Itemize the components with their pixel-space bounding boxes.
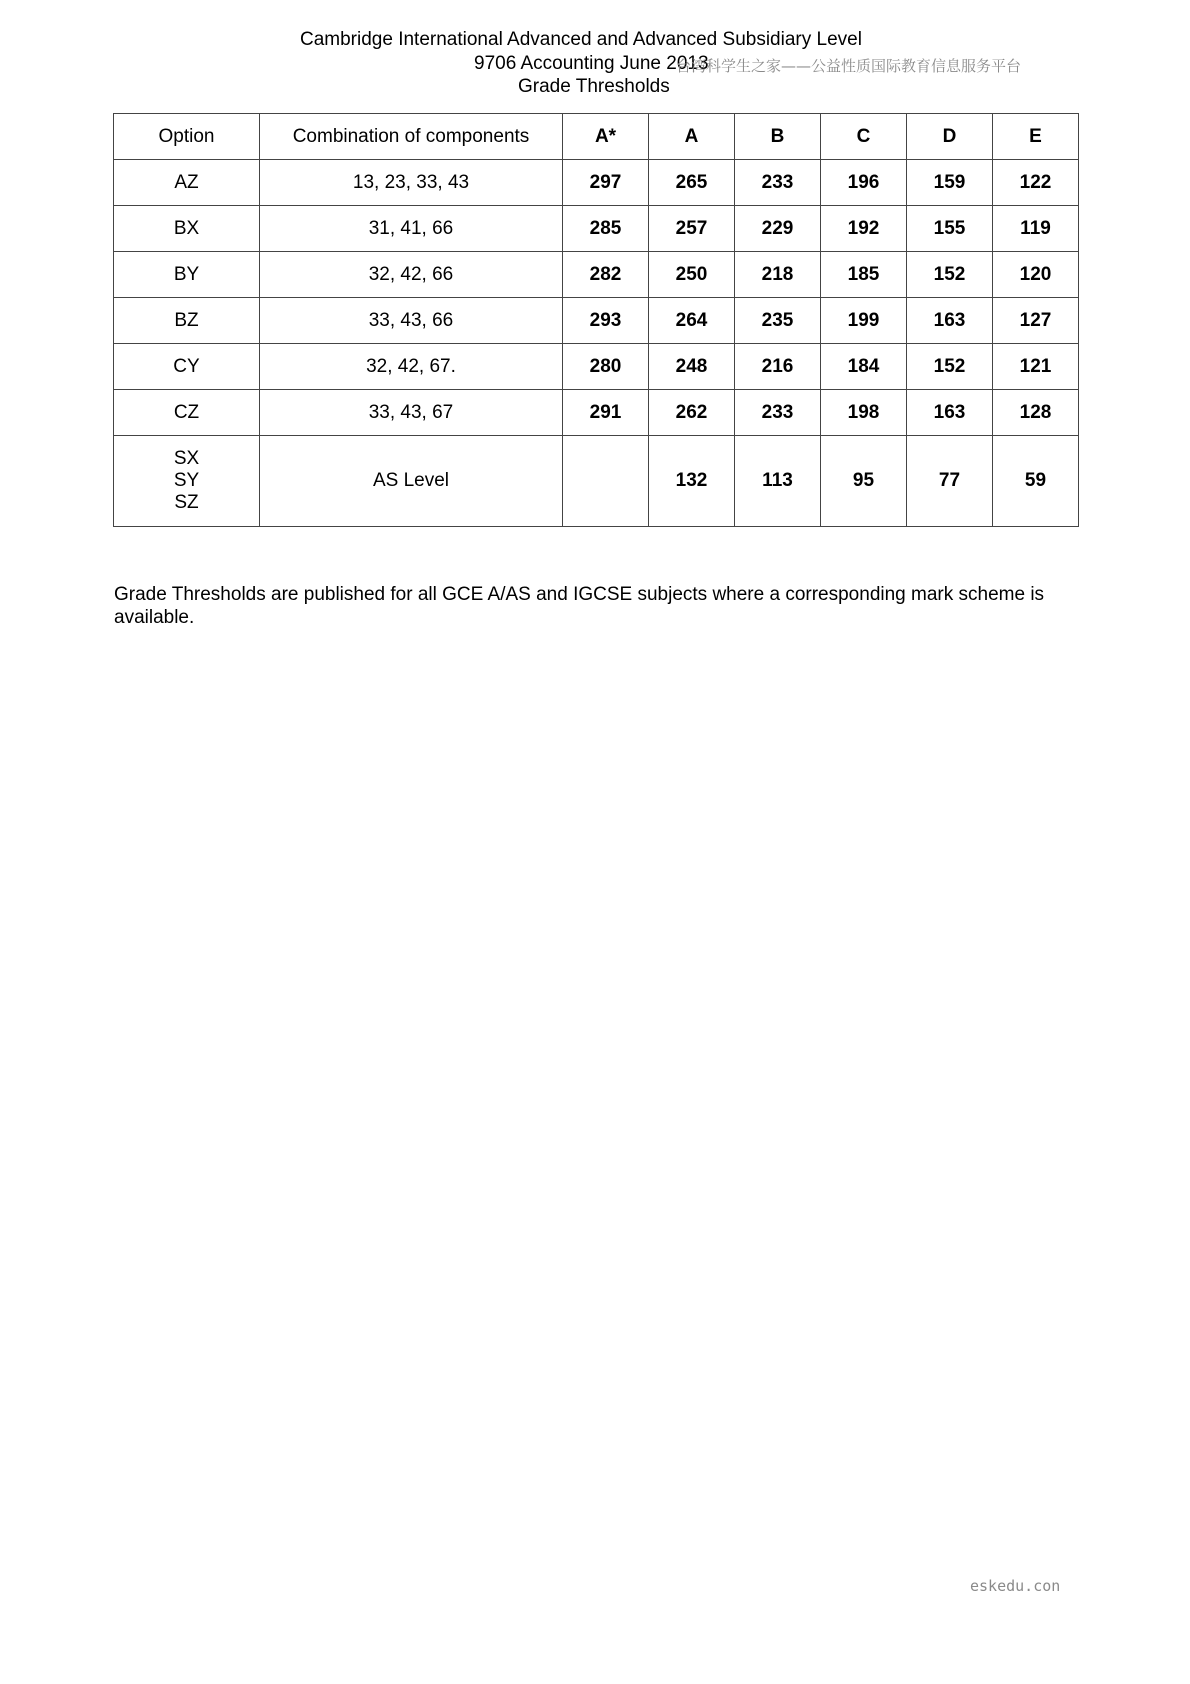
- threshold-c: 199: [821, 298, 907, 344]
- threshold-a: 248: [649, 344, 735, 390]
- threshold-c: 198: [821, 390, 907, 436]
- threshold-e: 120: [993, 252, 1079, 298]
- threshold-b: 113: [735, 436, 821, 527]
- option-cell: CZ: [114, 390, 260, 436]
- option-cell: BY: [114, 252, 260, 298]
- column-header-option: Option: [114, 114, 260, 160]
- threshold-c: 192: [821, 206, 907, 252]
- option-cell: BZ: [114, 298, 260, 344]
- column-header-a: A: [649, 114, 735, 160]
- threshold-b: 233: [735, 390, 821, 436]
- threshold-b: 233: [735, 160, 821, 206]
- threshold-a: 250: [649, 252, 735, 298]
- header-subject: 9706 Accounting June 2013: [474, 53, 709, 74]
- combination-cell: 32, 42, 66: [260, 252, 563, 298]
- option-cell: BX: [114, 206, 260, 252]
- watermark-bottom: eskedu.con: [970, 1577, 1061, 1595]
- column-header-c: C: [821, 114, 907, 160]
- combination-cell: AS Level: [260, 436, 563, 527]
- column-header-b: B: [735, 114, 821, 160]
- threshold-astar: 280: [563, 344, 649, 390]
- table-row: [114, 252, 1079, 298]
- header-title: Cambridge International Advanced and Advanced Subsidiary Level: [300, 29, 862, 50]
- threshold-d: 77: [907, 436, 993, 527]
- threshold-a: 257: [649, 206, 735, 252]
- threshold-d: 163: [907, 390, 993, 436]
- threshold-astar: 297: [563, 160, 649, 206]
- column-header-astar: A*: [563, 114, 649, 160]
- threshold-e: 127: [993, 298, 1079, 344]
- table-row: [114, 344, 1079, 390]
- option-cell-as: [114, 436, 260, 527]
- footnote: Grade Thresholds are published for all GCE A/AS and IGCSE subjects where a corresponding mark scheme is available.: [114, 584, 1045, 628]
- threshold-a: 262: [649, 390, 735, 436]
- threshold-b: 235: [735, 298, 821, 344]
- threshold-d: 155: [907, 206, 993, 252]
- option-cell: AZ: [114, 160, 260, 206]
- column-header-d: D: [907, 114, 993, 160]
- header-subtitle: Grade Thresholds: [518, 76, 670, 97]
- threshold-a: 265: [649, 160, 735, 206]
- threshold-b: 229: [735, 206, 821, 252]
- threshold-d: 152: [907, 344, 993, 390]
- watermark-top: 台湾科学生之家——公益性质国际教育信息服务平台: [676, 57, 1022, 75]
- threshold-b: 216: [735, 344, 821, 390]
- threshold-e: 119: [993, 206, 1079, 252]
- table-row: [114, 206, 1079, 252]
- combination-cell: 33, 43, 66: [260, 298, 563, 344]
- table-row: [114, 298, 1079, 344]
- combination-cell: 13, 23, 33, 43: [260, 160, 563, 206]
- combination-cell: 33, 43, 67: [260, 390, 563, 436]
- threshold-a: 264: [649, 298, 735, 344]
- threshold-e: 128: [993, 390, 1079, 436]
- threshold-astar: 282: [563, 252, 649, 298]
- threshold-c: 184: [821, 344, 907, 390]
- option-cell: CY: [114, 344, 260, 390]
- threshold-e: 122: [993, 160, 1079, 206]
- threshold-c: 95: [821, 436, 907, 527]
- option-sz: SZ: [174, 492, 199, 513]
- table-row: [114, 390, 1079, 436]
- threshold-a: 132: [649, 436, 735, 527]
- table-row-as-level: [114, 436, 1079, 527]
- threshold-d: 152: [907, 252, 993, 298]
- grade-thresholds-table: [113, 113, 1079, 527]
- threshold-c: 196: [821, 160, 907, 206]
- option-sx: SX: [173, 448, 200, 469]
- table-row: [114, 160, 1079, 206]
- threshold-d: 159: [907, 160, 993, 206]
- combination-cell: 31, 41, 66: [260, 206, 563, 252]
- option-sy: SY: [173, 470, 200, 491]
- threshold-astar: 293: [563, 298, 649, 344]
- table-header-row: [114, 114, 1079, 160]
- combination-cell: 32, 42, 67.: [260, 344, 563, 390]
- column-header-e: E: [993, 114, 1079, 160]
- threshold-d: 163: [907, 298, 993, 344]
- threshold-b: 218: [735, 252, 821, 298]
- threshold-e: 59: [993, 436, 1079, 527]
- threshold-c: 185: [821, 252, 907, 298]
- threshold-e: 121: [993, 344, 1079, 390]
- threshold-astar: 285: [563, 206, 649, 252]
- threshold-astar: [563, 436, 649, 527]
- threshold-astar: 291: [563, 390, 649, 436]
- column-header-combination: Combination of components: [260, 114, 563, 160]
